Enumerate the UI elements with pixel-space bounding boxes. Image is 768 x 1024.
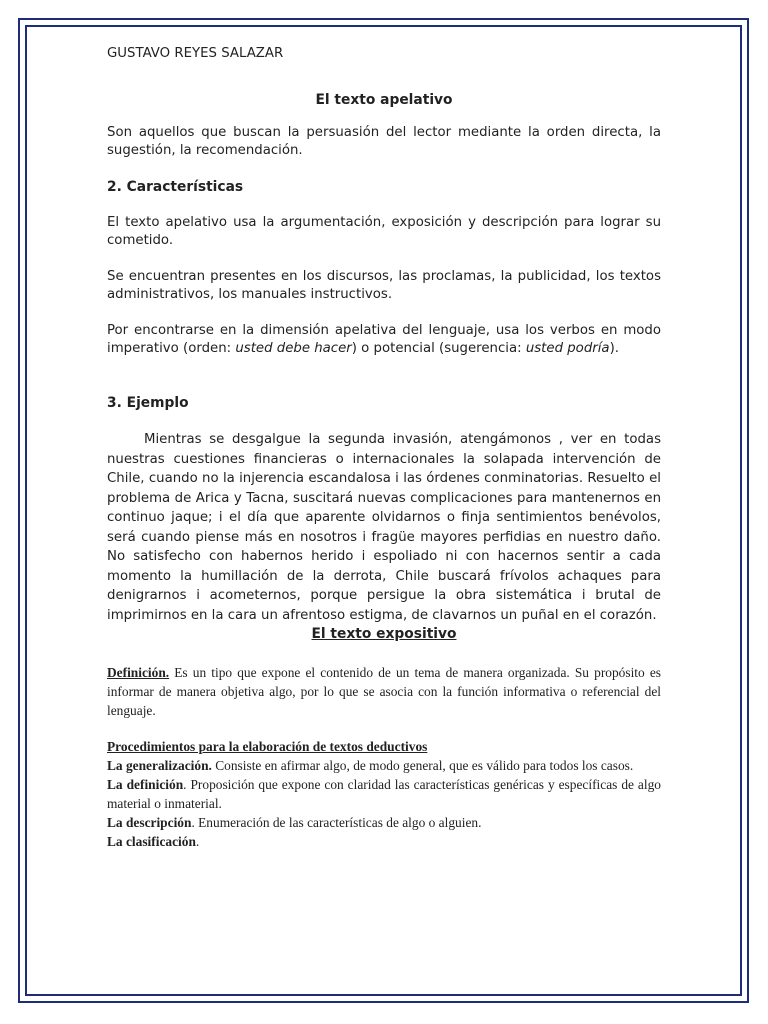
p3-text-3: ). [609,341,619,356]
descripcion-label: La descripción [107,815,192,830]
p3-italic-2: usted podría [525,341,610,356]
descripcion-paragraph [107,813,661,832]
example-paragraph: Mientras se desgalgue la segunda invasión, atengámonos , ver en todas nuestras cuestiones financieras o internacionales la solapada intervención de Chile, cuando no la injerencia escandalosa i las órdenes conminatorias. Resuelto el problema de Arica y Tacna, suscitará nuevas complicaciones para mantenernos en continuo jaque; i el día que aparente olvidarnos o finja sentimientos benévolos, será cuando piense más en nosotros i fragüe mayores perfidias en nuestro daño. No satisfecho con habernos herido i espoliado ni con hacernos sentir a cada momento la humillación de la derrota, Chile buscará frívolos achaques para denigrarnos i acometernos, porque persigue la obra sistemática i brutal de imprimirnos en la cara un afrentoso estigma, de clavarnos un puñal en el corazón. [107,432,661,623]
definicion2-label: La definición [107,777,184,792]
expositivo-title: El texto expositivo [311,626,457,642]
procedimientos-heading: Procedimientos para la elaboración de textos deductivos [107,739,428,754]
definicion2-paragraph [107,775,661,813]
document-title: El texto apelativo [315,92,453,108]
section-2-heading: 2. Características [107,179,244,195]
definicion-label: Definición. [107,665,170,680]
section-2-paragraph-2: Se encuentran presentes en los discursos, las proclamas, la publicidad, los textos administrativos, los manuales instructivos. [107,269,661,302]
generalizacion-label: La generalización. [107,758,212,773]
section-2-paragraph-3 [107,322,661,358]
section-3-heading: 3. Ejemplo [107,395,189,411]
generalizacion-text: Consiste en afirmar algo, de modo general, que es válido para todos los casos. [211,758,634,773]
section-2-paragraph-1: El texto apelativo usa la argumentación, exposición y descripción para lograr su cometido. [107,215,661,248]
definicion-text: Es un tipo que expone el contenido de un tema de manera organizada. Su propósito es informar de manera objetiva algo, por lo que se asocia con la función informativa o referencial del lenguaje. [107,665,661,718]
clasificacion-label: La clasificación [107,834,196,849]
p3-italic-1: usted debe hacer [235,341,352,356]
clasificacion-text: . [195,834,200,849]
intro-paragraph: Son aquellos que buscan la persuasión del lector mediante la orden directa, la sugestión, la recomendación. [107,125,661,158]
clasificacion-paragraph [107,832,661,851]
definicion-paragraph [107,663,661,720]
p3-text-2: ) o potencial (sugerencia: [351,341,526,356]
descripcion-text: . Enumeración de las características de algo o alguien. [191,815,482,830]
definicion2-text: . Proposición que expone con claridad las características genéricas y específicas de algo material o inmaterial. [107,777,661,811]
p3-text-1: Por encontrarse en la dimensión apelativa del lenguaje, usa los verbos en modo imperativo (orden: [107,323,661,356]
generalizacion-paragraph [107,756,661,775]
document-content [107,45,661,851]
author-name: GUSTAVO REYES SALAZAR [107,46,284,61]
